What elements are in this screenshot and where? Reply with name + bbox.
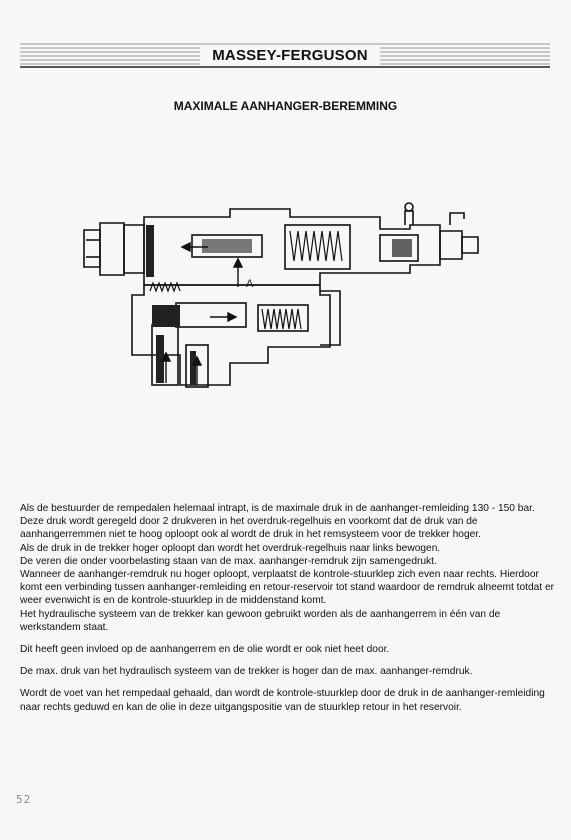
paragraph: Dit heeft geen invloed op de aanhangerrem en de olie wordt er ook niet heet door. [20, 644, 390, 656]
paragraph: Wanneer de aanhanger-remdruk nu hoger oploopt, verplaatst de kontrole-stuurklep zich even naar rechts. Hierdoor komt een verbinding tussen aanhanger-remleiding en retour-reservoir tot stand waardoor de remdruk alneemt totdat er weer evenwicht is en de kontrole-stuurklep in de middenstand komt. [20, 569, 554, 607]
paragraph: De veren die onder voorbelasting staan van de max. aanhanger-remdruk zijn samengedrukt. [20, 555, 437, 567]
paragraph: Als de bestuurder de rempedalen helemaal intrapt, is de maximale druk in de aanhanger-remleiding 130 - 150 bar. Deze druk wordt geregeld door 2 drukveren in het overdruk-regelhuis en voorkomt dat de druk van de aanhangerremmen niet te hoog oploopt ook al wordt de druk in het remsysteem voor de trekker hoger. [20, 503, 535, 541]
page-number: 52 [16, 793, 32, 806]
valve-cross-section-diagram [80, 195, 500, 415]
paragraph: Wordt de voet van het rempedaal gehaald, dan wordt de kontrole-stuurklep door de druk in de aanhanger-remleiding naar rechts geduwd en kan de olie in deze uitgangspositie van de stuurklep retour in het reservoir. [20, 688, 545, 713]
paragraph: Als de druk in de trekker hoger oploopt dan wordt het overdruk-regelhuis naar links bewogen. [20, 542, 441, 554]
page-title: MAXIMALE AANHANGER-BEREMMING [173, 99, 398, 113]
diagram-label-a: A [246, 278, 254, 290]
body-text [20, 502, 555, 714]
paragraph: De max. druk van het hydraulisch systeem van de trekker is hoger dan de max. aanhanger-remdruk. [20, 666, 473, 678]
paragraph: Het hydraulische systeem van de trekker kan gewoon gebruikt worden als de aanhangerrem in één van de werkstandem staat. [20, 608, 501, 633]
brand-header: MASSEY-FERGUSON [200, 46, 380, 66]
